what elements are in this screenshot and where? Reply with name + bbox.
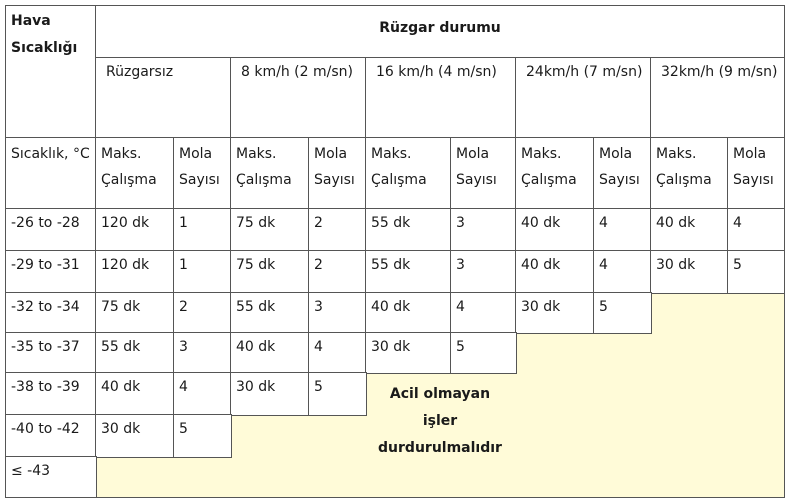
breaks-cell [450, 208, 517, 252]
breaks-cell [173, 372, 232, 416]
max-work-cell [95, 372, 175, 416]
max-work-value: 30 dk [371, 339, 411, 355]
max-work-cell [365, 332, 452, 374]
breaks-value: 3 [456, 257, 465, 273]
breaks-value: 4 [314, 339, 323, 355]
breaks-value: 3 [456, 215, 465, 231]
breaks-cell [308, 332, 367, 374]
breaks-value: 3 [179, 339, 188, 355]
wind-col-label: Rüzgarsız [106, 64, 174, 80]
max-work-label: Maks. Çalışma [236, 146, 292, 188]
breaks-cell [450, 292, 517, 334]
max-work-cell [365, 250, 452, 294]
max-work-value: 40 dk [101, 379, 141, 395]
breaks-cell [308, 292, 367, 334]
breaks-cell [593, 208, 652, 252]
table-outer-border [95, 456, 785, 498]
breaks-value: 5 [179, 421, 188, 437]
max-work-value: 55 dk [371, 257, 411, 273]
breaks-subheader [173, 137, 232, 210]
breaks-value: 5 [733, 257, 742, 273]
max-work-subheader [95, 137, 175, 210]
breaks-cell [173, 250, 232, 294]
max-work-value: 30 dk [521, 299, 561, 315]
temperature-value: ≤ -43 [11, 463, 51, 479]
max-work-cell [515, 250, 595, 294]
temperature-subheader [5, 137, 97, 210]
max-work-cell [515, 292, 595, 334]
breaks-value: 4 [733, 215, 742, 231]
max-work-subheader [365, 137, 452, 210]
max-work-cell [95, 292, 175, 334]
wind-col-header [230, 57, 367, 139]
temperature-value: -40 to -42 [11, 421, 80, 437]
max-work-subheader [515, 137, 595, 210]
max-work-subheader [230, 137, 310, 210]
temperature-cell [5, 456, 97, 498]
breaks-value: 4 [599, 257, 608, 273]
wind-col-header [365, 57, 517, 139]
air-temperature-title: Hava Sıcaklığı [11, 13, 78, 56]
wind-condition-header [95, 5, 785, 59]
temperature-cell [5, 332, 97, 374]
breaks-value: 1 [179, 257, 188, 273]
breaks-cell [308, 250, 367, 294]
max-work-cell [365, 208, 452, 252]
breaks-label: Mola Sayısı [179, 146, 220, 188]
breaks-label: Mola Sayısı [314, 146, 355, 188]
breaks-value: 3 [314, 299, 323, 315]
max-work-label: Maks. Çalışma [101, 146, 157, 188]
temperature-value: -32 to -34 [11, 299, 80, 315]
wind-col-label: 24km/h (7 m/sn) [526, 64, 643, 80]
wind-col-label: 8 km/h (2 m/sn) [241, 64, 353, 80]
temperature-cell [5, 372, 97, 416]
breaks-cell [173, 332, 232, 374]
breaks-value: 4 [179, 379, 188, 395]
max-work-value: 75 dk [236, 257, 276, 273]
breaks-value: 2 [179, 299, 188, 315]
emergency-line-3: durdurulmalıdır [378, 440, 502, 456]
breaks-cell [173, 292, 232, 334]
emergency-zone [515, 332, 785, 374]
max-work-label: Maks. Çalışma [521, 146, 577, 188]
air-temperature-header [5, 5, 97, 139]
breaks-label: Mola Sayısı [733, 146, 774, 188]
max-work-value: 75 dk [236, 215, 276, 231]
max-work-value: 120 dk [101, 257, 150, 273]
breaks-subheader [593, 137, 652, 210]
breaks-cell [450, 332, 517, 374]
breaks-subheader [727, 137, 785, 210]
max-work-value: 55 dk [371, 215, 411, 231]
breaks-value: 4 [456, 299, 465, 315]
max-work-value: 75 dk [101, 299, 141, 315]
breaks-value: 4 [599, 215, 608, 231]
max-work-cell [95, 208, 175, 252]
emergency-line-1: Acil olmayan [389, 386, 491, 402]
wind-col-header [650, 57, 785, 139]
max-work-cell [230, 332, 310, 374]
temperature-value: -38 to -39 [11, 379, 80, 395]
max-work-value: 40 dk [521, 215, 561, 231]
breaks-value: 2 [314, 257, 323, 273]
breaks-label: Mola Sayısı [456, 146, 497, 188]
max-work-cell [95, 250, 175, 294]
max-work-value: 30 dk [656, 257, 696, 273]
max-work-cell [230, 372, 310, 416]
breaks-cell [727, 208, 785, 252]
breaks-value: 5 [599, 299, 608, 315]
max-work-value: 30 dk [101, 421, 141, 437]
max-work-label: Maks. Çalışma [371, 146, 427, 188]
emergency-note [300, 381, 580, 462]
table-right-border [784, 292, 785, 498]
wind-col-header [95, 57, 232, 139]
max-work-value: 40 dk [371, 299, 411, 315]
max-work-value: 55 dk [236, 299, 276, 315]
max-work-cell [650, 208, 729, 252]
max-work-cell [515, 208, 595, 252]
breaks-subheader [308, 137, 367, 210]
breaks-cell [450, 250, 517, 294]
emergency-zone [650, 292, 785, 334]
max-work-value: 120 dk [101, 215, 150, 231]
wind-col-label: 32km/h (9 m/sn) [661, 64, 778, 80]
breaks-subheader [450, 137, 517, 210]
breaks-cell [308, 208, 367, 252]
breaks-cell [173, 414, 232, 458]
breaks-value: 5 [314, 379, 323, 395]
max-work-value: 55 dk [101, 339, 141, 355]
max-work-cell [95, 332, 175, 374]
temperature-value: -26 to -28 [11, 215, 80, 231]
max-work-value: 40 dk [521, 257, 561, 273]
max-work-cell [230, 208, 310, 252]
max-work-cell [95, 414, 175, 458]
breaks-cell [727, 250, 785, 294]
max-work-cell [650, 250, 729, 294]
temperature-cell [5, 208, 97, 252]
wind-col-header [515, 57, 652, 139]
breaks-cell [593, 292, 652, 334]
temperature-cell [5, 250, 97, 294]
max-work-cell [230, 250, 310, 294]
breaks-value: 2 [314, 215, 323, 231]
breaks-cell [173, 208, 232, 252]
max-work-cell [230, 292, 310, 334]
max-work-value: 40 dk [236, 339, 276, 355]
temperature-cell [5, 414, 97, 458]
emergency-line-2: işler [422, 413, 458, 429]
max-work-value: 40 dk [656, 215, 696, 231]
temperature-value: -29 to -31 [11, 257, 80, 273]
temperature-label: Sıcaklık, °C [11, 146, 90, 162]
max-work-value: 30 dk [236, 379, 276, 395]
max-work-label: Maks. Çalışma [656, 146, 712, 188]
wind-condition-title: Rüzgar durumu [379, 20, 501, 36]
max-work-cell [365, 292, 452, 334]
wind-col-label: 16 km/h (4 m/sn) [376, 64, 497, 80]
breaks-value: 5 [456, 339, 465, 355]
temperature-value: -35 to -37 [11, 339, 80, 355]
breaks-value: 1 [179, 215, 188, 231]
breaks-label: Mola Sayısı [599, 146, 640, 188]
max-work-subheader [650, 137, 729, 210]
temperature-cell [5, 292, 97, 334]
breaks-cell [593, 250, 652, 294]
